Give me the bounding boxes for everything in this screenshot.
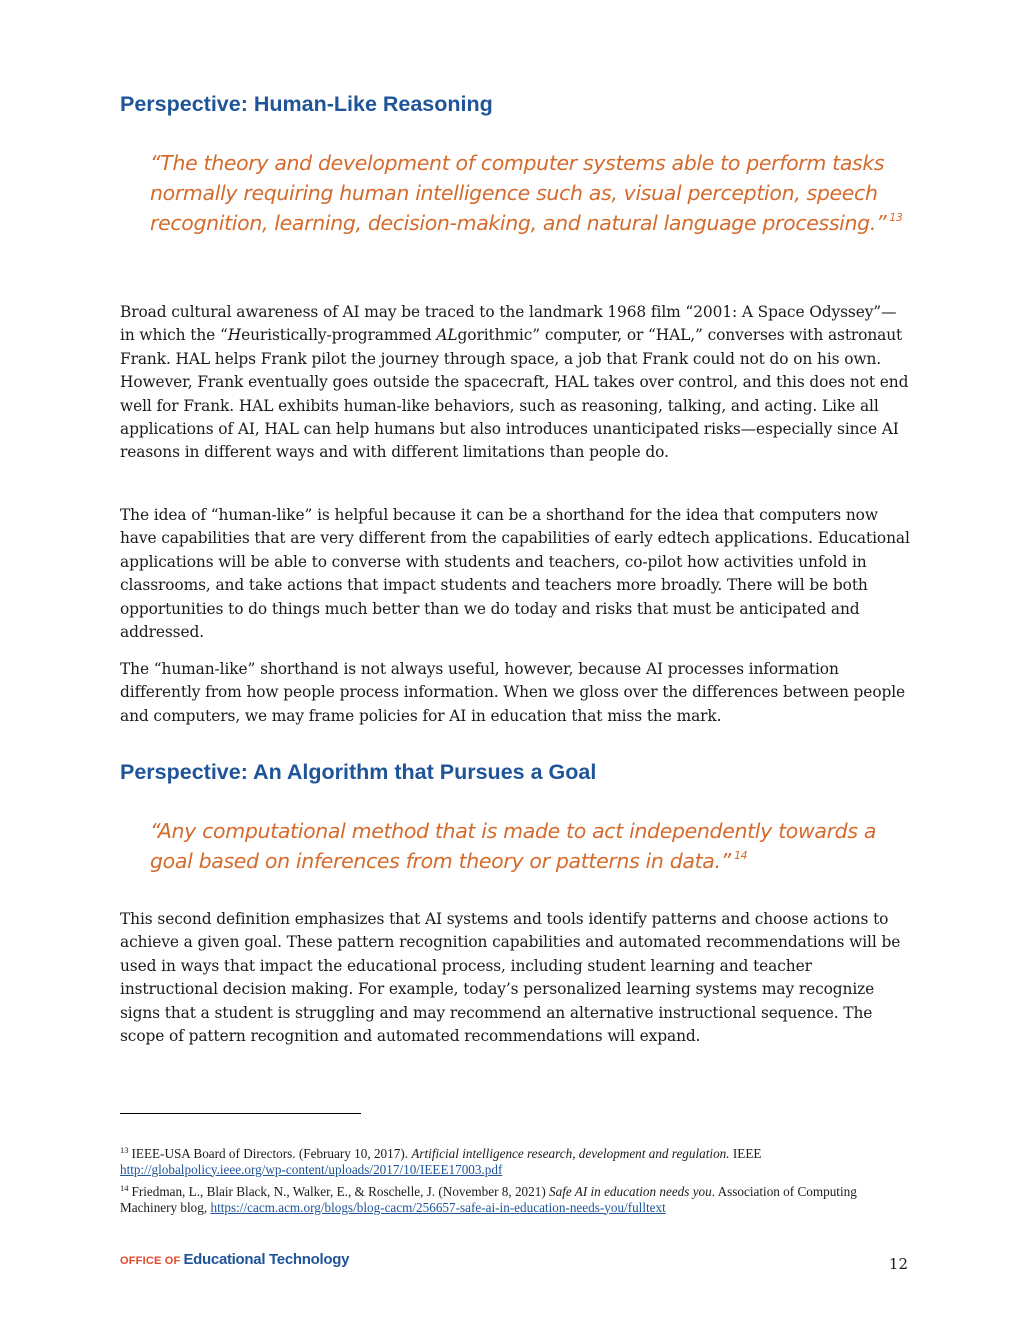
footnote-13 bbox=[120, 1146, 910, 1177]
text-run: euristically-programmed bbox=[241, 326, 437, 345]
footnote-link-ieee[interactable]: http://globalpolicy.ieee.org/wp-content/uploads/2017/10/IEEE17003.pdf bbox=[120, 1161, 503, 1177]
footnote-number: 13 bbox=[120, 1145, 129, 1155]
italic-run: AL bbox=[436, 326, 458, 345]
italic-run: H bbox=[227, 326, 242, 345]
paragraph-human-like-not-useful: The “human-like” shorthand is not always useful, however, because AI processes information differently from how people process information. When we gloss over the differences between people and computers, we may frame policies for AI in education that miss the mark. bbox=[120, 660, 906, 725]
definition-quote-2 bbox=[150, 816, 920, 876]
paragraph-second-definition: This second definition emphasizes that AI systems and tools identify patterns and choose actions to achieve a given goal. These pattern recognition capabilities and automated recommendations will be used in ways that impact the educational process, including student learning and teacher instructional decision making. For example, today’s personalized learning systems may recognize signs that a student is struggling and may recommend an alternative instructional sequence. The scope of pattern recognition and automated recommendations will expand. bbox=[120, 910, 901, 1046]
definition-quote-1 bbox=[150, 148, 920, 238]
text-run: . Association of Computing Machinery blog, bbox=[120, 1184, 857, 1215]
logo-edtech-text: Educational Technology bbox=[183, 1251, 350, 1268]
footnote-title: Artificial intelligence research, development and regulation. bbox=[411, 1146, 730, 1161]
paragraph-hal bbox=[120, 301, 910, 465]
footnote-link-acm[interactable]: https://cacm.acm.org/blogs/blog-cacm/256657-safe-ai-in-education-needs-you/fulltext bbox=[210, 1199, 666, 1215]
paragraph-human-like-helpful: The idea of “human-like” is helpful because it can be a shorthand for the idea that computers now have capabilities that are very different from the capabilities of early edtech applications. Educational applications will be able to converse with students and teachers, co-pilot how activities unfold in classrooms, and take actions that impact students and teachers more broadly. There will be both opportunities to do things much better than we do today and risks that must be anticipated and addressed. bbox=[120, 506, 910, 642]
office-of-edtech-logo bbox=[120, 1251, 349, 1269]
footnote-ref-14[interactable]: 14 bbox=[733, 849, 748, 862]
text-run: Broad cultural awareness of AI may be traced to the landmark 1968 film “2001: A Space Odyssey”—in which the “ bbox=[120, 303, 897, 345]
text-run: gorithmic” computer, or “HAL,” converses with astronaut Frank. HAL helps Frank pilot the journey through space, a job that Frank could not do on his own. However, Frank eventually goes outside the spacecraft, HAL takes over control, and this does not end well for Frank. HAL exhibits human-like behaviors, such as reasoning, talking, and acting. Like all applications of AI, HAL can help humans but also introduces unanticipated risks—especially since AI reasons in different ways and with different limitations than people do. bbox=[120, 326, 909, 462]
logo-office-text: OFFICE OF bbox=[120, 1255, 181, 1267]
text-run: Friedman, L., Blair Black, N., Walker, E., & Roschelle, J. (November 8, 2021) bbox=[131, 1184, 550, 1199]
footnote-ref-13[interactable]: 13 bbox=[889, 211, 903, 224]
footnote-14 bbox=[120, 1184, 910, 1215]
text-run: IEEE-USA Board of Directors. (February 10, 2017). bbox=[131, 1146, 412, 1161]
footnote-title: Safe AI in education needs you bbox=[549, 1184, 712, 1199]
section-heading-algorithm: Perspective: An Algorithm that Pursues a Goal bbox=[120, 760, 597, 784]
footnote-divider bbox=[120, 1113, 361, 1114]
text-run: IEEE bbox=[729, 1146, 762, 1161]
quote-text: “The theory and development of computer systems able to perform tasks normally requiring human intelligence such as, visual perception, speech recognition, learning, decision-making, and natural language processing.” bbox=[150, 151, 887, 235]
quote-text: “Any computational method that is made to act independently towards a goal based on inferences from theory or patterns in data.” bbox=[150, 819, 877, 873]
page-number: 12 bbox=[888, 1255, 908, 1273]
section-heading-human-like: Perspective: Human-Like Reasoning bbox=[120, 92, 493, 116]
footnote-number: 14 bbox=[120, 1183, 129, 1193]
